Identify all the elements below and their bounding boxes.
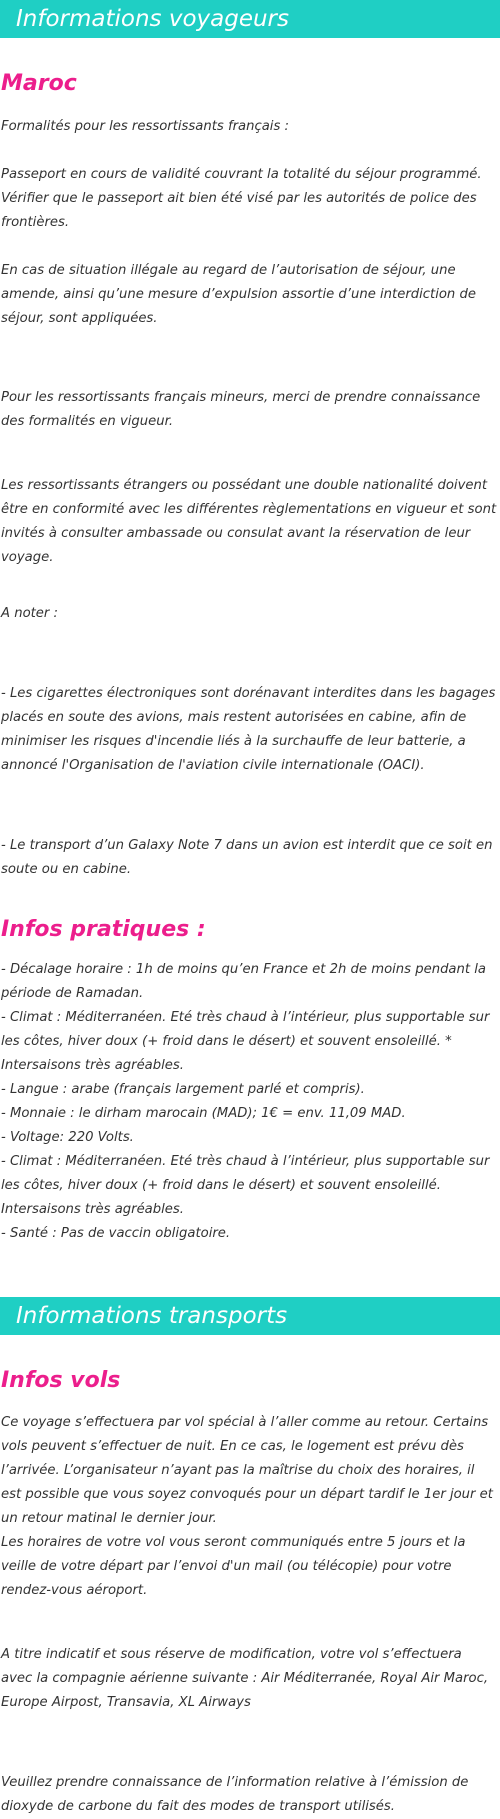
passeport-text: Passeport en cours de validité couvrant la totalité du séjour programmé. Vérifier que le passeport ait bien été visé par les autorités de police des frontières.: [1, 167, 482, 230]
country-heading: Maroc: [1, 71, 77, 96]
voltage-text: - Voltage: 220 Volts.: [1, 1130, 134, 1145]
galaxy-note-text: - Le transport d’un Galaxy Note 7 dans un avion est interdit que ce soit en soute ou en cabine.: [1, 838, 493, 877]
langue-text: - Langue : arabe (français largement parlé et compris).: [1, 1082, 365, 1097]
sante-text: - Santé : Pas de vaccin obligatoire.: [1, 1226, 231, 1241]
etrangers-text: Les ressortissants étrangers ou possédant une double nationalité doivent être en conformité avec les différentes règlementations en vigueur et sont invités à consulter ambassade ou consulat avant la réservation de leur voyage.: [1, 478, 497, 565]
climat-text-1: - Climat : Méditerranéen. Eté très chaud à l’intérieur, plus supportable sur les côtes, hiver doux (+ froid dans le désert) et souvent ensoleillé. * Intersaisons très agréables.: [1, 1010, 490, 1073]
vol-special-text: Ce voyage s’effectuera par vol spécial à l’aller comme au retour. Certains vols peuvent s’effectuer de nuit. En ce cas, le logement est prévu dès l’arrivée. L’organisateur n’ayant pas la maîtrise du choix des horaires, il est possible que vous soyez convoqués pour un départ tardif le 1er jour et un retour matinal le dernier jour.: [1, 1415, 493, 1526]
mineurs-text: Pour les ressortissants français mineurs, merci de prendre connaissance des formalités en vigueur.: [1, 390, 481, 429]
infos-pratiques-heading: Infos pratiques :: [1, 917, 206, 942]
a-noter-text: A noter :: [1, 606, 58, 621]
section-banner-informations-transports: Informations transports: [0, 1297, 500, 1335]
cigarettes-text: - Les cigarettes électroniques sont dorénavant interdites dans les bagages placés en soute des avions, mais restent autorisées en cabine, afin de minimiser les risques d'incendie liés à la surchauffe de leur batterie, a annoncé l'Organisation de l'aviation civile internationale (OACI).: [1, 686, 496, 773]
compagnie-aerienne-text: A titre indicatif et sous réserve de modification, votre vol s’effectuera avec la compagnie aérienne suivante : Air Méditerranée, Royal Air Maroc, Europe Airpost, Transavia, XL Airways: [1, 1647, 489, 1710]
situation-illegale-text: En cas de situation illégale au regard de l’autorisation de séjour, une amende, ainsi qu’une mesure d’expulsion assortie d’une interdiction de séjour, sont appliquées.: [1, 263, 476, 326]
climat-text-2: - Climat : Méditerranéen. Eté très chaud à l’intérieur, plus supportable sur les côtes, hiver doux (+ froid dans le désert) et souvent ensoleillé. Intersaisons très agréables.: [1, 1154, 490, 1217]
co2-information-text: Veuillez prendre connaissance de l’information relative à l’émission de dioxyde de carbone du fait des modes de transport utilisés.: [1, 1775, 469, 1814]
section-banner-informations-voyageurs: Informations voyageurs: [0, 0, 500, 38]
formalites-intro-text: Formalités pour les ressortissants français :: [1, 119, 289, 134]
decalage-horaire-text: - Décalage horaire : 1h de moins qu’en France et 2h de moins pendant la période de Ramadan.: [1, 962, 486, 1001]
horaires-text: Les horaires de votre vol vous seront communiqués entre 5 jours et la veille de votre départ par l’envoi d'un mail (ou télécopie) pour votre rendez-vous aéroport.: [1, 1535, 466, 1598]
infos-vols-heading: Infos vols: [1, 1368, 121, 1393]
monnaie-text: - Monnaie : le dirham marocain (MAD); 1€ = env. 11,09 MAD.: [1, 1106, 406, 1121]
